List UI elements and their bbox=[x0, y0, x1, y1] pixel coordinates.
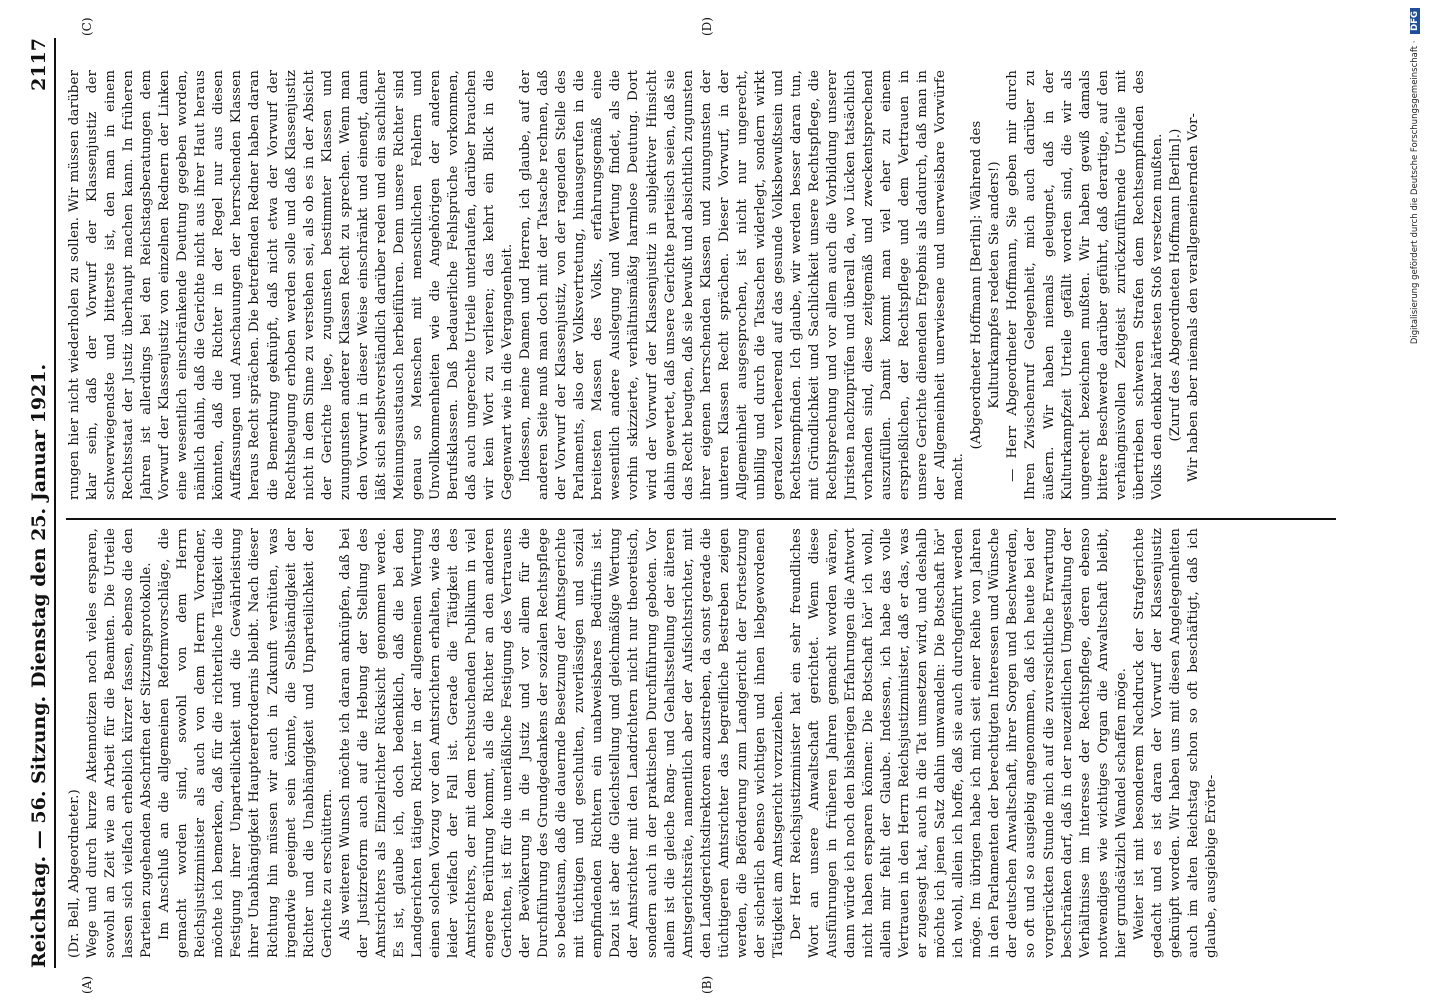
paragraph: Weiter ist mit besonderem Nachdruck der Strafgerichte gedacht und es ist daran der Vorwurf der Klassenjustiz geknüpft worden. Wir haben uns mit diesen Angelegenheiten auch im alten Reichstag schon so oft beschäftigt, daß ich glaube, ausgiebige Erörte- bbox=[1131, 528, 1219, 958]
text-column-left bbox=[66, 528, 1336, 958]
column-divider bbox=[66, 518, 1336, 520]
paragraph: Der Herr Reichsjustizminister hat ein sehr freundliches Wort an unsere Anwaltschaft gerichtet. Wenn diese Ausführungen in früheren Jahren gemacht worden wären, dann würde ich noch den bisherigen Erfahrungen die Antwort nicht haben ersparen können: Die Botschaft hör' ich wohl, allein mir fehlt der Glaube. Indessen, ich habe das volle Vertrauen in den Herrn Reichsjustizminister, daß er das, was er zugesagt hat, auch in die Tat umsetzen wird, und deshalb möchte ich jenen Satz dahin umwandeln: Die Botschaft hör' ich wohl, allein ich hoffe, daß sie auch durchgeführt werden möge. Im übrigen habe ich mich seit einer Reihe von Jahren in den Parlamenten der berechtigten Interessen und Wünsche der deutschen Anwaltschaft, ihrer Sorgen und Beschwerden, so oft und so ausgiebig angenommen, daß ich heute bei der vorgerückten Stunde mich auf die zuversichtliche Erwartung beschränken darf, daß in der neuzeitlichen Umgestaltung der Verhältnisse im Interesse der Rechtspflege, deren ebenso notwendiges wie wichtiges Organ die Anwaltschaft bleibt, hier grundsätzlich Wandel schaffen möge. bbox=[788, 528, 1129, 958]
paragraph: Als weiteren Wunsch möchte ich daran anknüpfen, daß bei der Justizreform auch auf die Hebung der Stellung des Amtsrichters als Einzelrichter Rücksicht genommen werde. Es ist, glaube ich, doch bedenklich, daß die bei den Landgerichten tätigen Richter in der allgemeinen Wertung einen solchen Vorzug vor den Amtsrichtern erhalten, wie das leider vielfach der Fall ist. Gerade die Tätigkeit des Amtsrichters, der mit dem rechtsuchenden Publikum in viel engere Berührung kommt, als die Richter an den anderen Gerichten, ist für die unerläßliche Festigung des Vertrauens der Bevölkerung in die Justiz und vor allem für die Durchführung des Grundgedankens der sozialen Rechtspflege so bedeutsam, daß die dauernde Besetzung der Amtsgerichte mit tüchtigen und geschulten, zuverlässigen und sozial empfindenden Richtern ein unabweisbares Bedürfnis ist. Dazu ist aber die Gleichstellung und gleichmäßige Wertung der Amtsrichter mit den Landrichtern nicht nur theoretisch, sondern auch in der praktischen Durchführung geboten. Vor allem ist die gleiche Rang- und Gehaltsstellung der älteren Amtsgerichtsräte, namentlich aber der Aufsichtsrichter, mit den Landgerichtsdirektoren anzustreben, da sonst gerade die tüchtigeren Amtsrichter das begreifliche Bestreben zeigen werden, die Beförderung zum Landgericht der Fortsetzung der sicherlich ebenso wichtigen und ihnen liebgewordenen Tätigkeit am Amtsgericht vorzuziehen. bbox=[337, 528, 786, 958]
paragraph: Wir haben aber niemals den verallgemeinernden Vor- bbox=[1185, 112, 1201, 482]
paragraph: — Herr Abgeordneter Hoffmann, Sie geben mir durch Ihren Zwischenruf Gelegenheit, mich auch darüber zu äußern. Wir haben niemals geleugnet, daß in der Kulturkampfzeit Urteile gefällt worden sind, die wir als ungerecht bezeichnen mußten. Wir haben gewiß damals bittere Beschwerde darüber geführt, daß derartige, auf den verhängnisvollen Zeitgeist zurückzuführende Urteile mit übertrieben schweren Strafen dem Rechtsempfinden des Volks den denkbar härtesten Stoß versetzen mußten. bbox=[1005, 70, 1165, 500]
paragraph: Indessen, meine Damen und Herren, ich glaube, auf der anderen Seite muß man doch mit der Tatsache rechnen, daß der Vorwurf der Klassenjustiz, von der ragenden Stelle des Parlaments, also der Volksvertretung, hinausgerufen in die breitesten Massen des Volks, erfahrungsgemäß eine wesentlich andere Auslegung und Wertung findet, als die vorhin skizzierte, verhältnismäßig harmlose Deutung. Dort wird der Vorwurf der Klassenjustiz in subjektiver Hinsicht dahin gewertet, daß unsere Gerichte parteiisch seien, daß sie das Recht beugten, daß sie bewußt und absichtlich zugunsten ihrer eigenen herrschenden Klassen und zuungunsten der unteren Klassen Recht sprächen. Dieser Vorwurf, in der Allgemeinheit ausgesprochen, ist nicht nur ungerecht, unbillig und durch die Tatsachen widerlegt, sondern wirkt geradezu verheerend auf das gesunde Volksbewußtsein und Rechtsempfinden. Ich glaube, wir werden besser daran tun, mit Gründlichkeit und Sachlichkeit unsere Rechtspflege, die Rechtsprechung und vor allem auch die Vorbildung unserer Juristen nachzuprüfen und überall da, wo Lücken tatsächlich vorhanden sind, diese zeitgemäß und zweckentsprechend auszufüllen. Damit kommt man viel eher zu einem ersprießlichen, der Rechtspflege und dem Vertrauen in unsere Gerichte dienenden Ergebnis als dadurch, daß man in der Allgemeinheit unerwiesene und unerweisbare Vorwürfe macht. bbox=[518, 70, 967, 500]
page-header bbox=[28, 38, 56, 968]
header-date: Dienstag den 25. Januar 1921. bbox=[28, 363, 50, 688]
text-column-right bbox=[66, 70, 1336, 500]
digitization-credit bbox=[1410, 0, 1430, 1000]
margin-marker-d: (D) bbox=[700, 17, 714, 36]
margin-marker-b: (B) bbox=[700, 975, 714, 994]
margin-marker-c: (C) bbox=[80, 17, 94, 36]
paragraph: rungen hier nicht wiederholen zu sollen. Wir müssen darüber klar sein, daß der Vorwurf der Klassenjustiz der schwerwiegendste und bitterste ist, den man in einem Rechtsstaat der Justiz überhaupt machen kann. In früheren Jahren ist allerdings bei den Reichstagsberatungen dem Vorwurf der Klassenjustiz von einzelnen Rednern der Linken eine wesentlich einschränkende Deutung gegeben worden, nämlich dahin, daß die Gerichte nicht aus ihrer Haut heraus könnten, daß die Richter in der Regel nur aus diesen Auffassungen und Anschauungen der herrschenden Klassen heraus Recht sprächen. Die betreffenden Redner haben daran die Bemerkung geknüpft, daß nicht etwa der Vorwurf der Rechtsbeugung erhoben werden solle und daß Klassenjustiz nicht in dem Sinne zu verstehen sei, als ob es in der Absicht der Gerichte liege, zugunsten bestimmter Klassen und zuungunsten anderer Klassen Recht zu sprechen. Wenn man den Vorwurf in dieser Weise einschränkt und einengt, dann läßt sich selbstverständlich darüber reden und ein sachlicher Meinungsaustausch herbeiführen. Denn unsere Richter sind genau so Menschen mit menschlichen Fehlern und Unvollkommenheiten wie die Angehörigen der anderen Berufsklassen. Daß bedauerliche Fehlsprüche vorkommen, daß auch ungerechte Urteile unterlaufen, darüber brauchen wir kein Wort zu verlieren; das kehrt ein Blick in die Gegenwart wie in die Vergangenheit. bbox=[67, 70, 516, 500]
credit-text: Digitalisierung gefördert durch die Deutsche Forschungsgemeinschaft · bbox=[1410, 40, 1420, 345]
paragraph: Im Anschluß an die allgemeinen Reformvorschläge, die gemacht worden sind, sowohl von dem Herrn Reichsjustizminister als auch von dem Herrn Vorredner, möchte ich bemerken, daß für die richterliche Tätigkeit die Festigung ihrer Unparteilichkeit und die Gewährleistung ihrer Unabhängigkeit Hauptererfordernis bleibt. Nach dieser Richtung hin müssen wir auch in Zukunft verhüten, was irgendwie geeignet sein könnte, die Selbständigkeit der Richter und die Unabhängigkeit und Unparteilichkeit der Gerichte zu erschüttern. bbox=[157, 528, 335, 958]
dfg-logo: DFG bbox=[1410, 8, 1420, 34]
margin-marker-a: (A) bbox=[80, 975, 94, 994]
speaker-note: (Dr. Bell, Abgeordneter.) bbox=[67, 789, 82, 958]
interjection: (Zuruf des Abgeordneten Hoffmann [Berlin].) bbox=[1167, 128, 1183, 442]
page-number: 2117 bbox=[28, 38, 50, 91]
paragraph: Wege und durch kurze Aktennotizen noch vieles ersparen, sowohl an Zeit wie an Arbeit für die Beamten. Die Urteile lassen sich vielfach erheblich kürzer fassen, ebenso die den Parteien zugehenden Abschriften der Sitzungsprotokolle. bbox=[85, 528, 155, 958]
interjection: (Abgeordneter Hoffmann [Berlin]: Während des Kulturkampfes redeten Sie anders!) bbox=[969, 120, 1003, 450]
header-session: Reichstag. — 56. Sitzung. bbox=[28, 695, 50, 968]
